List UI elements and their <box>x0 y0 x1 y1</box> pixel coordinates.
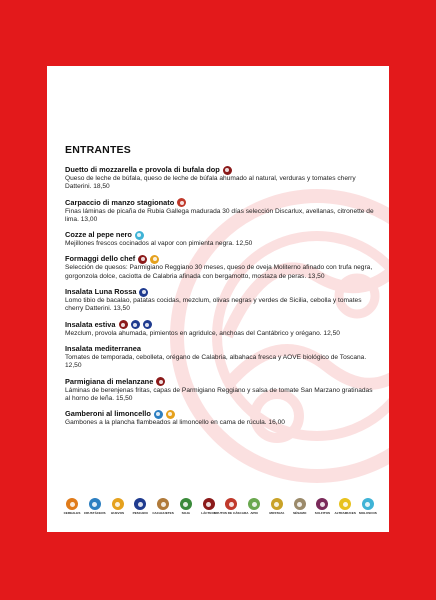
dish-item <box>65 254 375 281</box>
legend-label: LÁCTEOS <box>201 511 216 515</box>
fish-icon <box>139 288 148 297</box>
dish-name: Insalata Luna Rossa <box>65 287 137 297</box>
dish-name-row <box>65 287 375 297</box>
dish-item <box>65 344 375 371</box>
dish-description: Selección de quesos: Parmigiano Reggiano 30 meses, queso de oveja Moliterno afinado con trufa negra, gorgonzola dolce, caciotta de Calabria afinada con bergamotto, mostaza de peras. 13,50 <box>65 264 373 280</box>
cereals-icon <box>66 498 78 510</box>
dish-name: Formaggi dello chef <box>65 254 136 264</box>
dish-name-row <box>65 254 375 264</box>
dish-name: Insalata mediterranea <box>65 343 141 353</box>
dish-description: Mezclum, provola ahumada, pimientos en agridulce, anchoas del Cantábrico y orégano. 12,50 <box>65 329 340 337</box>
dish-description: Mejillones frescos cocinados al vapor con pimienta negra. 12,50 <box>65 240 253 248</box>
crustacean-icon <box>89 498 101 510</box>
legend-item <box>243 498 265 516</box>
legend-item <box>152 498 174 516</box>
legend-item <box>84 498 106 516</box>
dish-list <box>65 165 375 427</box>
menu-page <box>47 66 389 532</box>
dish-description: Láminas de berenjenas fritas, capas de Parmigiano Reggiano y salsa de tomate San Marzano gratinadas al horno de leña. 15,50 <box>65 386 373 402</box>
dish-description: Tomates de temporada, cebolleta, orégano de Calabria, albahaca fresca y AOVE biológico de Toscana. 12,50 <box>65 353 367 370</box>
sesame-icon <box>294 498 306 510</box>
dish-name: Duetto di mozzarella e provola di bufala dop <box>65 165 220 174</box>
dairy-icon <box>223 166 232 175</box>
soy-icon <box>180 498 192 510</box>
legend-item <box>61 498 83 516</box>
mustard-icon <box>271 498 283 510</box>
legend-label: ALTRAMUCES <box>334 511 356 515</box>
sulphites-icon <box>143 320 152 329</box>
legend-item <box>107 498 129 516</box>
dish-name-row <box>65 198 375 208</box>
section-title: ENTRANTES <box>65 144 131 156</box>
legend-label: CACAHUETES <box>152 511 174 515</box>
fish-icon <box>134 498 146 510</box>
lupin-icon <box>339 498 351 510</box>
dish-name-row <box>65 320 375 330</box>
crustacean-icon <box>154 410 163 419</box>
legend-item <box>214 498 249 516</box>
dish-name: Carpaccio di manzo stagionato <box>65 197 175 207</box>
legend-item <box>289 498 311 516</box>
sulphites-icon <box>316 498 328 510</box>
dish-item <box>65 287 375 314</box>
menu-content <box>65 144 375 433</box>
legend-label: PESCADO <box>132 511 148 515</box>
mustard-icon <box>150 255 159 264</box>
dish-item <box>65 377 375 404</box>
dairy-icon <box>138 255 147 264</box>
legend-item <box>357 498 379 516</box>
dish-name: Parmigiana di melanzane <box>65 376 154 386</box>
legend-label: MOLUSCOS <box>359 511 377 515</box>
dish-item <box>65 165 375 192</box>
dish-name: Insalata estiva <box>65 319 116 329</box>
legend-item <box>266 498 288 516</box>
legend-label: MOSTAZA <box>269 511 285 515</box>
peanut-icon <box>157 498 169 510</box>
celery-icon <box>248 498 260 510</box>
dish-item <box>65 198 375 225</box>
dish-description: Finas láminas de picaña de Rubia Gallega madurada 30 días selección Discarlux, avellanas, citronette de lima. 13,00 <box>65 207 374 223</box>
legend-label: SÉSAMO <box>292 511 307 515</box>
legend-label: FRUTOS DE CÁSCARA <box>214 511 249 515</box>
legend-item <box>129 498 151 516</box>
dairy-icon <box>119 320 128 329</box>
legend-item <box>334 498 356 516</box>
legend-label: CEREALES <box>63 511 81 515</box>
mollusc-icon <box>362 498 374 510</box>
dish-name-row <box>65 377 375 387</box>
allergen-legend <box>61 498 379 516</box>
dairy-icon <box>203 498 215 510</box>
legend-label: CRUSTÁCEOS <box>83 511 106 515</box>
dish-item <box>65 320 375 338</box>
dish-description: Gambones a la plancha flambeados al limoncello en cama de rúcula. 16,00 <box>65 419 285 427</box>
dish-description: Lomo tibio de bacalao, patatas cocidas, mezclum, olivas negras y verdes de Sicilia, cebolla y tomates cherry Datterini. 13,50 <box>65 297 362 313</box>
nuts-icon <box>225 498 237 510</box>
legend-label: SULFITOS <box>314 511 331 515</box>
mollusc-icon <box>135 231 144 240</box>
legend-item <box>175 498 197 516</box>
sulphites-icon <box>166 410 175 419</box>
legend-item <box>311 498 333 516</box>
dish-name: Cozze al pepe nero <box>65 230 132 240</box>
legend-label: APIO <box>250 511 258 515</box>
dish-description: Queso de leche de búfala, queso de leche de búfala ahumado al natural, verduras y tomates cherry Datterini. 18,50 <box>65 175 356 191</box>
fish-icon <box>131 320 140 329</box>
dish-item <box>65 230 375 248</box>
legend-label: SOJA <box>181 511 191 515</box>
dish-name-row <box>65 230 375 240</box>
dairy-icon <box>156 377 165 386</box>
egg-icon <box>112 498 124 510</box>
legend-label: HUEVOS <box>110 511 125 515</box>
dish-name-row <box>65 344 375 354</box>
dish-name-row <box>65 409 375 419</box>
nuts-icon <box>177 198 186 207</box>
dish-name: Gamberoni al limoncello <box>65 409 151 419</box>
dish-name-row <box>65 165 375 175</box>
dish-item <box>65 409 375 427</box>
